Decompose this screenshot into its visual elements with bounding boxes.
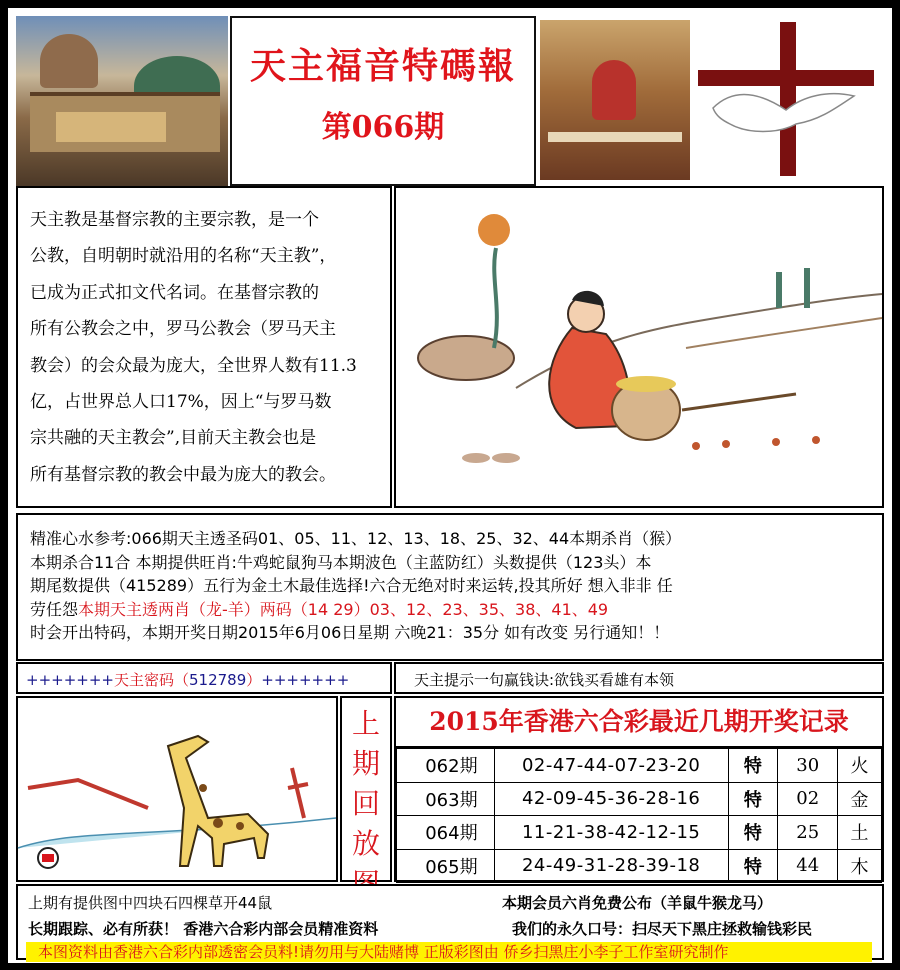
code-label: 天主密码（ [113, 671, 189, 689]
code-plus-left: +++++++ [26, 671, 114, 689]
intro-line: 宗共融的天主教会”,目前天主教会也是 [30, 428, 317, 449]
review-label [340, 696, 392, 882]
record-numbers: 02-47-44-07-23-20 [494, 749, 728, 783]
masthead [230, 16, 536, 186]
prediction-line-1: 精准心水参考:066期天主透圣码01、05、11、12、13、18、25、32、44本期杀肖（猴） [30, 529, 682, 548]
prediction-line-5: 时会开出特码，本期开奖日期2015年6月06日星期 六晚21：35分 如有改变 另行通知！！ [30, 623, 670, 642]
record-special: 02 [778, 782, 838, 816]
intro-line: 教会）的会众最为庞大，全世界人数有11.3 [30, 355, 357, 376]
record-element: 火 [838, 749, 882, 783]
record-special: 44 [778, 849, 838, 883]
record-issue: 065期 [397, 849, 495, 883]
record-numbers: 11-21-38-42-12-15 [494, 816, 728, 850]
record-numbers: 24-49-31-28-39-18 [494, 849, 728, 883]
review-label-char: 回 [351, 787, 380, 820]
records-table [396, 748, 882, 883]
footer-right-2: 我们的永久口号：扫尽天下黑庄拯救输钱彩民 [512, 920, 813, 938]
record-te: 特 [728, 749, 778, 783]
painting-figure [592, 60, 636, 120]
intro-line: 已成为正式扣文代名词。在基督宗教的 [30, 282, 319, 303]
records-title: 2015年香港六合彩最近几期开奖记录 [396, 698, 882, 748]
prediction-line-4 [30, 598, 872, 622]
prediction-line-3: 期尾数提供（415289）五行为金土木最佳选择!六合无绝对时来运转,投其所好 想入非非 任 [30, 576, 673, 595]
record-issue: 063期 [397, 782, 495, 816]
table-row [397, 749, 882, 783]
intro-line: 所有基督宗教的教会中最为庞大的教会。 [30, 464, 336, 485]
review-label-char: 上 [351, 707, 380, 740]
review-label-char: 放 [351, 827, 380, 860]
table-row [397, 849, 882, 883]
giraffe-illustration [16, 696, 338, 882]
prediction-box [16, 513, 884, 661]
intro-article [16, 186, 392, 508]
draw-records [394, 696, 884, 882]
intro-line: 亿，占世界总人口17%，因上“与罗马数 [30, 392, 332, 413]
masthead-title: 天主福音特碼報 [249, 45, 516, 87]
code-close: ） [246, 671, 262, 689]
review-label-char: 期 [351, 747, 380, 780]
cathedral-dome-left [40, 34, 98, 88]
painting-table [548, 132, 682, 142]
intro-line: 公教，自明朝时就沿用的名称“天主教”， [30, 246, 337, 267]
dove-icon [708, 78, 858, 138]
intro-line: 天主教是基督宗教的主要宗教，是一个 [30, 210, 319, 230]
code-plus-right: +++++++ [261, 671, 350, 689]
secret-code-box [16, 662, 392, 694]
record-element: 木 [838, 849, 882, 883]
record-special: 25 [778, 816, 838, 850]
record-issue: 064期 [397, 816, 495, 850]
cathedral-photo [16, 16, 228, 186]
farmer-drawing [396, 188, 882, 506]
record-te: 特 [728, 849, 778, 883]
record-element: 土 [838, 816, 882, 850]
religious-art [538, 16, 884, 186]
record-special: 30 [778, 749, 838, 783]
record-numbers: 42-09-45-36-28-16 [494, 782, 728, 816]
record-element: 金 [838, 782, 882, 816]
prediction-line-4-prefix: 劳任怨 [30, 599, 79, 619]
intro-line: 所有公教会之中，罗马公教会（罗马天主 [30, 319, 336, 340]
table-row [397, 782, 882, 816]
record-te: 特 [728, 782, 778, 816]
code-value: 512789 [189, 671, 247, 689]
tip-box: 天主提示一句赢钱诀:欲钱买看雄有本领 [394, 662, 884, 694]
footer-banner: 本图资料由香港六合彩内部透密会员料!请勿用与大陆赌博 正版彩图由 侨乡扫黑庄小李子工作室研究制作 [26, 942, 872, 962]
newspaper-sheet [8, 8, 892, 963]
record-issue: 062期 [397, 749, 495, 783]
last-supper-painting [540, 20, 690, 180]
prediction-line-2: 本期杀合11合 本期提供旺肖:牛鸡蛇鼠狗马本期波色（主蓝防红）头数提供（123头）本 [30, 552, 652, 572]
farmer-illustration [394, 186, 884, 508]
footer-left-1: 上期有提供图中四块石四棵草开44鼠 [28, 894, 273, 912]
prediction-highlight: 本期天主透两肖（龙-羊）两码（14 29）03、12、23、35、38、41、49 [78, 599, 609, 619]
record-te: 特 [728, 816, 778, 850]
giraffe-drawing [18, 698, 336, 880]
footer [16, 884, 884, 960]
footer-right-1: 本期会员六肖免费公布（羊鼠牛猴龙马） [502, 894, 773, 912]
footer-left-2: 长期跟踪、必有所获！ 香港六合彩内部会员精准资料 [28, 920, 379, 938]
masthead-issue: 第066期 [321, 110, 445, 145]
table-row [397, 816, 882, 850]
cathedral-mosaic [56, 112, 166, 142]
